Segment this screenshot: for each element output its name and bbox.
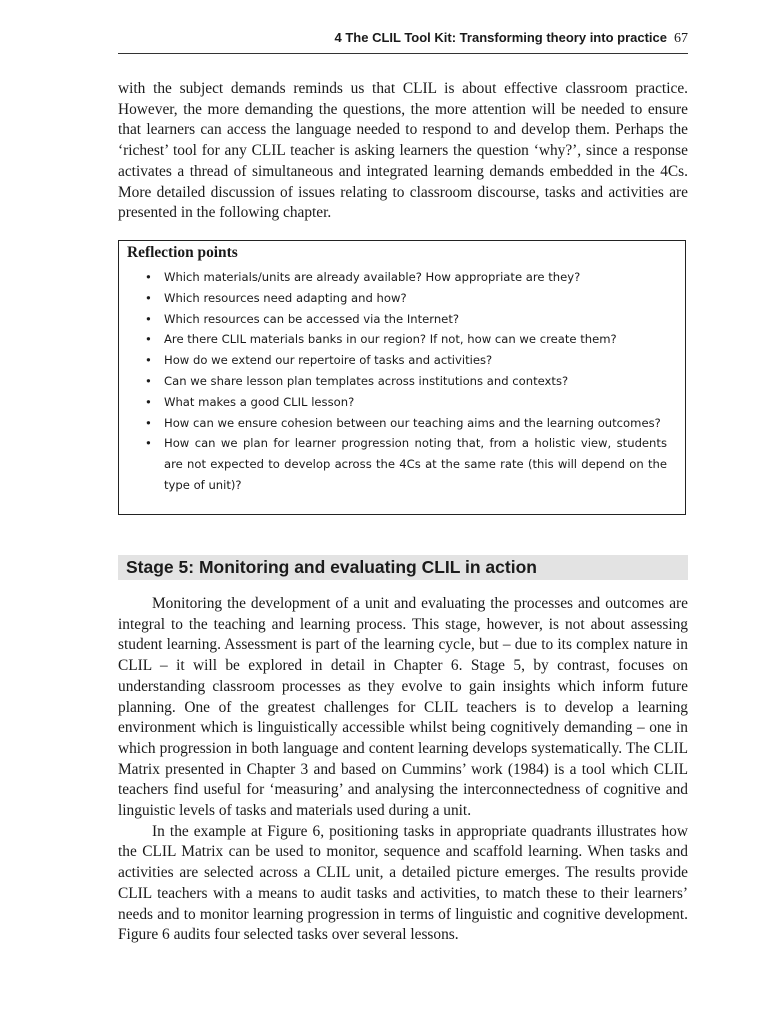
bullet-icon: • bbox=[145, 353, 152, 368]
reflection-points-box bbox=[118, 240, 686, 515]
reflection-item-text: How can we ensure cohesion between our teaching aims and the learning outcomes? bbox=[164, 415, 661, 430]
reflection-item-text: Which materials/units are already available? How appropriate are they? bbox=[164, 270, 581, 284]
reflection-item bbox=[119, 267, 685, 288]
reflection-title: Reflection points bbox=[127, 244, 238, 261]
bullet-icon: • bbox=[145, 270, 152, 284]
reflection-item bbox=[119, 433, 685, 495]
bullet-icon: • bbox=[145, 394, 152, 409]
reflection-item bbox=[119, 329, 685, 350]
intro-paragraph: with the subject demands reminds us that CLIL is about effective classroom practice. However, the more demanding the questions, the more attention will be needed to ensure that learners can access the language needed to respond to and develop them. Perhaps the ‘richest’ tool for any CLIL teacher is asking learners the question ‘why?’, since a response activates a thread of simultaneous and integrated learning demands embedded in the 4Cs. More detailed discussion of issues relating to classroom discourse, tasks and activities are presented in the following chapter. bbox=[118, 80, 688, 222]
bullet-icon: • bbox=[145, 415, 152, 430]
reflection-item-text: Can we share lesson plan templates across institutions and contexts? bbox=[164, 373, 569, 388]
reflection-item bbox=[119, 413, 685, 434]
bullet-icon: • bbox=[145, 373, 152, 388]
section-heading: Stage 5: Monitoring and evaluating CLIL in action bbox=[118, 555, 688, 580]
reflection-item-text: What makes a good CLIL lesson? bbox=[164, 394, 355, 409]
reflection-item-text: How do we extend our repertoire of tasks and activities? bbox=[164, 353, 493, 368]
body-paragraph: Monitoring the development of a unit and evaluating the processes and outcomes are integral to the teaching and learning process. This stage, however, is not about assessing student learning. Assessment is part of the learning cycle, but – due to its complex nature in CLIL – it will be explored in detail in Chapter 6. Stage 5, by contrast, focuses on understanding classroom processes as they evolve to gain insights which inform future planning. One of the greatest challenges for CLIL teachers is to develop a learning environment which is linguistically accessible whilst being cognitively demanding – one in which progression in both language and content learning develops systematically. The CLIL Matrix presented in Chapter 3 and based on Cummins’ work (1984) is a tool which CLIL teachers find useful for ‘measuring’ and analysing the interconnectedness of cognitive and linguistic levels of tasks and materials used during a unit. bbox=[118, 595, 688, 820]
reflection-item-text: Which resources need adapting and how? bbox=[164, 290, 407, 305]
reflection-item bbox=[119, 309, 685, 330]
page-number: 67 bbox=[674, 31, 688, 46]
bullet-icon: • bbox=[145, 436, 152, 451]
reflection-item-text: Are there CLIL materials banks in our region? If not, how can we create them? bbox=[164, 332, 617, 347]
reflection-item bbox=[119, 392, 685, 413]
body-paragraph: In the example at Figure 6, positioning tasks in appropriate quadrants illustrates how the CLIL Matrix can be used to monitor, sequence and scaffold learning. When tasks and activities are selected across a CLIL unit, a detailed picture emerges. The results provide CLIL teachers with a means to audit tasks and activities, to match these to their learners’ needs and to monitor learning progression in terms of linguistic and cognitive development. Figure 6 audits four selected tasks over several lessons. bbox=[118, 822, 688, 944]
header-rule bbox=[118, 53, 688, 54]
reflection-item-text: How can we plan for learner progression noting that, from a holistic view, students are not expected to develop across the 4Cs at the same rate (this will depend on the type of unit)? bbox=[164, 436, 667, 492]
running-head bbox=[335, 30, 689, 47]
bullet-icon: • bbox=[145, 311, 152, 326]
reflection-item bbox=[119, 371, 685, 392]
section-body bbox=[118, 594, 688, 946]
bullet-icon: • bbox=[145, 290, 152, 305]
chapter-title: 4 The CLIL Tool Kit: Transforming theory into practice bbox=[334, 30, 667, 45]
reflection-list bbox=[119, 267, 685, 496]
reflection-item bbox=[119, 350, 685, 371]
reflection-item bbox=[119, 288, 685, 309]
bullet-icon: • bbox=[145, 332, 152, 347]
reflection-item-text: Which resources can be accessed via the Internet? bbox=[164, 311, 460, 326]
